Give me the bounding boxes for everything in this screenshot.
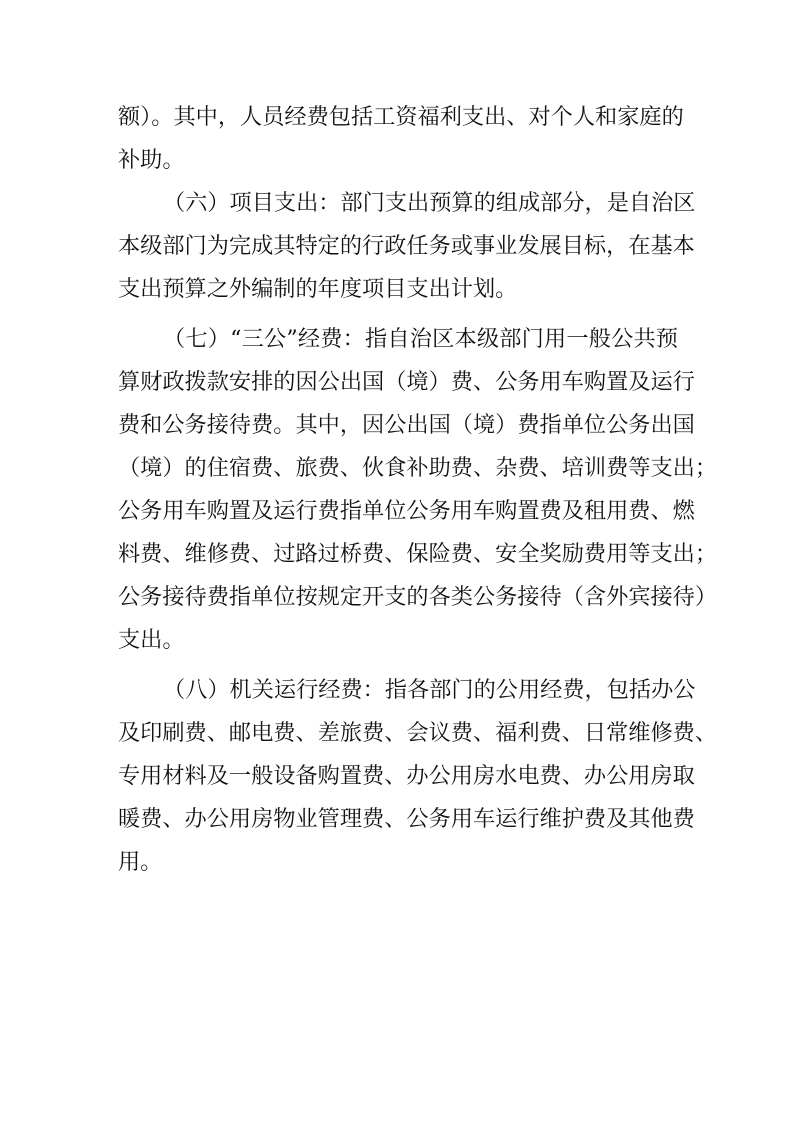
- body-text-line: 额）。其中，人员经费包括工资福利支出、对个人和家庭的: [118, 104, 684, 130]
- section-eight-heading-line: （八）机关运行经费：指各部门的公用经费，包括办公: [163, 677, 696, 703]
- body-text-line: 公务接待费指单位按规定开支的各类公务接待（含外宾接待）: [118, 584, 718, 610]
- body-text-line: 及印刷费、邮电费、差旅费、会议费、福利费、日常维修费、: [118, 720, 718, 746]
- body-text-line: 支出预算之外编制的年度项目支出计划。: [118, 276, 518, 302]
- body-text-line: 公务用车购置及运行费指单位公务用车购置费及租用费、燃: [118, 498, 695, 524]
- body-text-line: 本级部门为完成其特定的行政任务或事业发展目标，在基本: [118, 233, 695, 259]
- body-text-line: 料费、维修费、过路过桥费、保险费、安全奖励费用等支出；: [118, 541, 718, 567]
- body-text-line: 用。: [118, 849, 163, 875]
- body-text-line: 专用材料及一般设备购置费、办公用房水电费、办公用房取: [118, 763, 695, 789]
- body-text-line: 支出。: [118, 627, 185, 653]
- section-seven-heading-line: （七）“三公”经费：指自治区本级部门用一般公共预: [163, 326, 678, 352]
- body-text-line: 费和公务接待费。其中，因公出国（境）费指单位公务出国: [118, 412, 695, 438]
- section-six-heading-line: （六）项目支出：部门支出预算的组成部分，是自治区: [163, 190, 696, 216]
- body-text-line: 暖费、办公用房物业管理费、公务用车运行维护费及其他费: [118, 806, 695, 832]
- body-text-line: （境）的住宿费、旅费、伙食补助费、杂费、培训费等支出；: [118, 455, 718, 481]
- body-text-line: 补助。: [118, 147, 185, 173]
- body-text-line: 算财政拨款安排的因公出国（境）费、公务用车购置及运行: [118, 369, 695, 395]
